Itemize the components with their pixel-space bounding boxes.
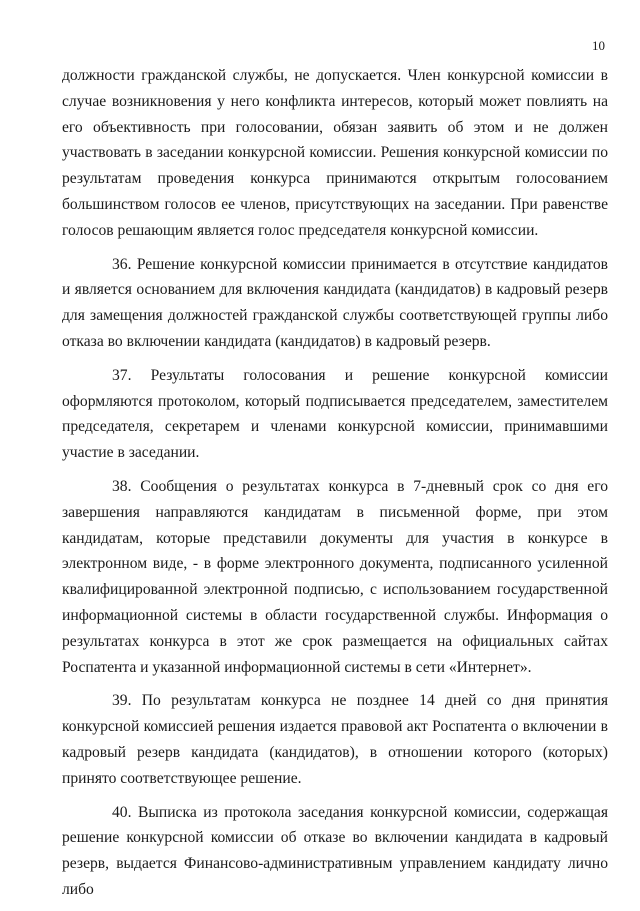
paragraph-40: 40. Выписка из протокола заседания конкурсной комиссии, содержащая решение конкурсной комиссии об отказе во включении кандидата в кадровый резерв, выдается Финансово-административным управлением кандидату лично либо bbox=[62, 803, 608, 898]
page-number: 10 bbox=[592, 38, 605, 53]
paragraph-38: 38. Сообщения о результатах конкурса в 7-дневный срок со дня его завершения направляются кандидатам в письменной форме, при этом кандидатам, которые представили документы для участия в конкурсе в электронном виде, - в форме электронного документа, подписанного усиленной квалифицированной электронной подписью, с использованием государственной информационной системы в области государственной службы. Информация о результатах конкурса в этот же срок размещается на официальных сайтах Роспатента и указанной информационной системы в сети «Интернет». bbox=[62, 477, 608, 676]
document-body bbox=[62, 63, 608, 911]
paragraph-37: 37. Результаты голосования и решение конкурсной комиссии оформляются протоколом, который подписывается председателем, заместителем председателя, секретарем и членами конкурсной комиссии, принимавшими участие в заседании. bbox=[62, 366, 608, 462]
paragraph-39: 39. По результатам конкурса не позднее 14 дней со дня принятия конкурсной комиссией решения издается правовой акт Роспатента о включении в кадровый резерв кандидата (кандидатов), в отношении которого (которых) принято соответствующее решение. bbox=[62, 692, 608, 787]
paragraph-continuation: должности гражданской службы, не допускается. Член конкурсной комиссии в случае возникновения у него конфликта интересов, который может повлиять на его объективность при голосовании, обязан заявить об этом и не должен участвовать в заседании конкурсной комиссии. Решения конкурсной комиссии по результатам проведения конкурса принимаются открытым голосованием большинством голосов ее членов, присутствующих на заседании. При равенстве голосов решающим является голос председателя конкурсной комиссии. bbox=[62, 67, 608, 239]
paragraph-36: 36. Решение конкурсной комиссии принимается в отсутствие кандидатов и является основанием для включения кандидата (кандидатов) в кадровый резерв для замещения должностей гражданской службы соответствующей группы либо отказа во включении кандидата (кандидатов) в кадровый резерв. bbox=[62, 255, 608, 350]
